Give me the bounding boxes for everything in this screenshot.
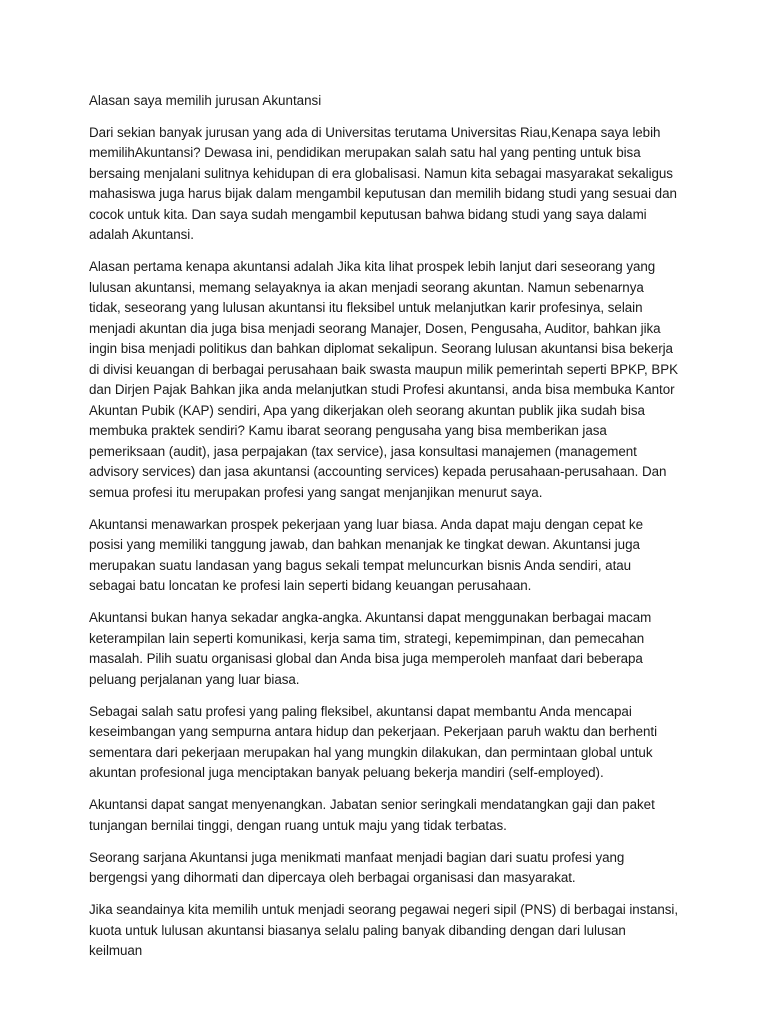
paragraph-prestige: Seorang sarjana Akuntansi juga menikmati manfaat menjadi bagian dari suatu profesi yang bergengsi yang dihormati dan dipercaya oleh berbagai organisasi dan masyarakat. <box>89 849 625 885</box>
paragraph-first-reason: Alasan pertama kenapa akuntansi adalah Jika kita lihat prospek lebih lanjut dari seseorang yang lulusan akuntansi, memang selayaknya ia akan menjadi seorang akuntan. Namun sebenarnya tidak, seseorang yang lulusan akuntansi itu fleksibel untuk melanjutkan karir profesinya, selain menjadi akuntan dia juga bisa menjadi seorang Manajer, Dosen, Pengusaha, Auditor, bahkan jika ingin bisa menjadi politikus dan bahkan diplomat sekalipun. Seorang lulusan akuntansi bisa bekerja di divisi keuangan di berbagai perusahaan baik swasta maupun milik pemerintah seperti BPKP, BPK dan Dirjen Pajak Bahkan jika anda melanjutkan studi Profesi akuntansi, anda bisa membuka Kantor Akuntan Pubik (KAP) sendiri, Apa yang dikerjakan oleh seorang akuntan publik jika sudah bisa membuka praktek sendiri? Kamu ibarat seorang pengusaha yang bisa memberikan jasa pemeriksaan (audit), jasa perpajakan (tax service), jasa konsultasi manajemen (management advisory services) dan jasa akuntansi (accounting services) kepada perusahaan-perusahaan. Dan semua profesi itu merupakan profesi yang sangat menjanjikan menurut saya. <box>89 259 679 500</box>
paragraph-skills: Akuntansi bukan hanya sekadar angka-angka. Akuntansi dapat menggunakan berbagai macam keterampilan lain seperti komunikasi, kerja sama tim, strategi, kepemimpinan, dan pemecahan masalah. Pilih suatu organisasi global dan Anda bisa juga memperoleh manfaat dari beberapa peluang perjalanan yang luar biasa. <box>89 610 652 687</box>
document-title: Alasan saya memilih jurusan Akuntansi <box>89 93 322 108</box>
paragraph-rewards: Akuntansi dapat sangat menyenangkan. Jabatan senior seringkali mendatangkan gaji dan paket tunjangan bernilai tinggi, dengan ruang untuk maju yang tidak terbatas. <box>89 797 655 833</box>
document-page <box>89 91 679 973</box>
paragraph-intro: Dari sekian banyak jurusan yang ada di Universitas terutama Universitas Riau,Kenapa saya lebih memilihAkuntansi? Dewasa ini, pendidikan merupakan salah satu hal yang penting untuk bisa bersaing menjalani sulitnya kehidupan di era globalisasi. Namun kita sebagai masyarakat sekaligus mahasiswa juga harus bijak dalam mengambil keputusan dan memilih bidang studi yang sesuai dan cocok untuk kita. Dan saya sudah mengambil keputusan bahwa bidang studi yang saya dalami adalah Akuntansi. <box>89 124 677 242</box>
paragraph-flexibility: Sebagai salah satu profesi yang paling fleksibel, akuntansi dapat membantu Anda mencapai keseimbangan yang sempurna antara hidup dan pekerjaan. Pekerjaan paruh waktu dan berhenti sementara dari pekerjaan merupakan hal yang mungkin dilakukan, dan permintaan global untuk akuntan profesional juga menciptakan banyak peluang bekerja mandiri (self-employed). <box>89 703 658 780</box>
paragraph-career-prospects: Akuntansi menawarkan prospek pekerjaan yang luar biasa. Anda dapat maju dengan cepat ke posisi yang memiliki tanggung jawab, dan bahkan menanjak ke tingkat dewan. Akuntansi juga merupakan suatu landasan yang bagus sekali tempat meluncurkan bisnis Anda sendiri, atau sebagai batu loncatan ke profesi lain seperti bidang keuangan perusahaan. <box>89 516 643 593</box>
paragraph-civil-servant: Jika seandainya kita memilih untuk menjadi seorang pegawai negeri sipil (PNS) di berbagai instansi, kuota untuk lulusan akuntansi biasanya selalu paling banyak dibanding dengan dari lulusan keilmuan <box>89 902 679 958</box>
